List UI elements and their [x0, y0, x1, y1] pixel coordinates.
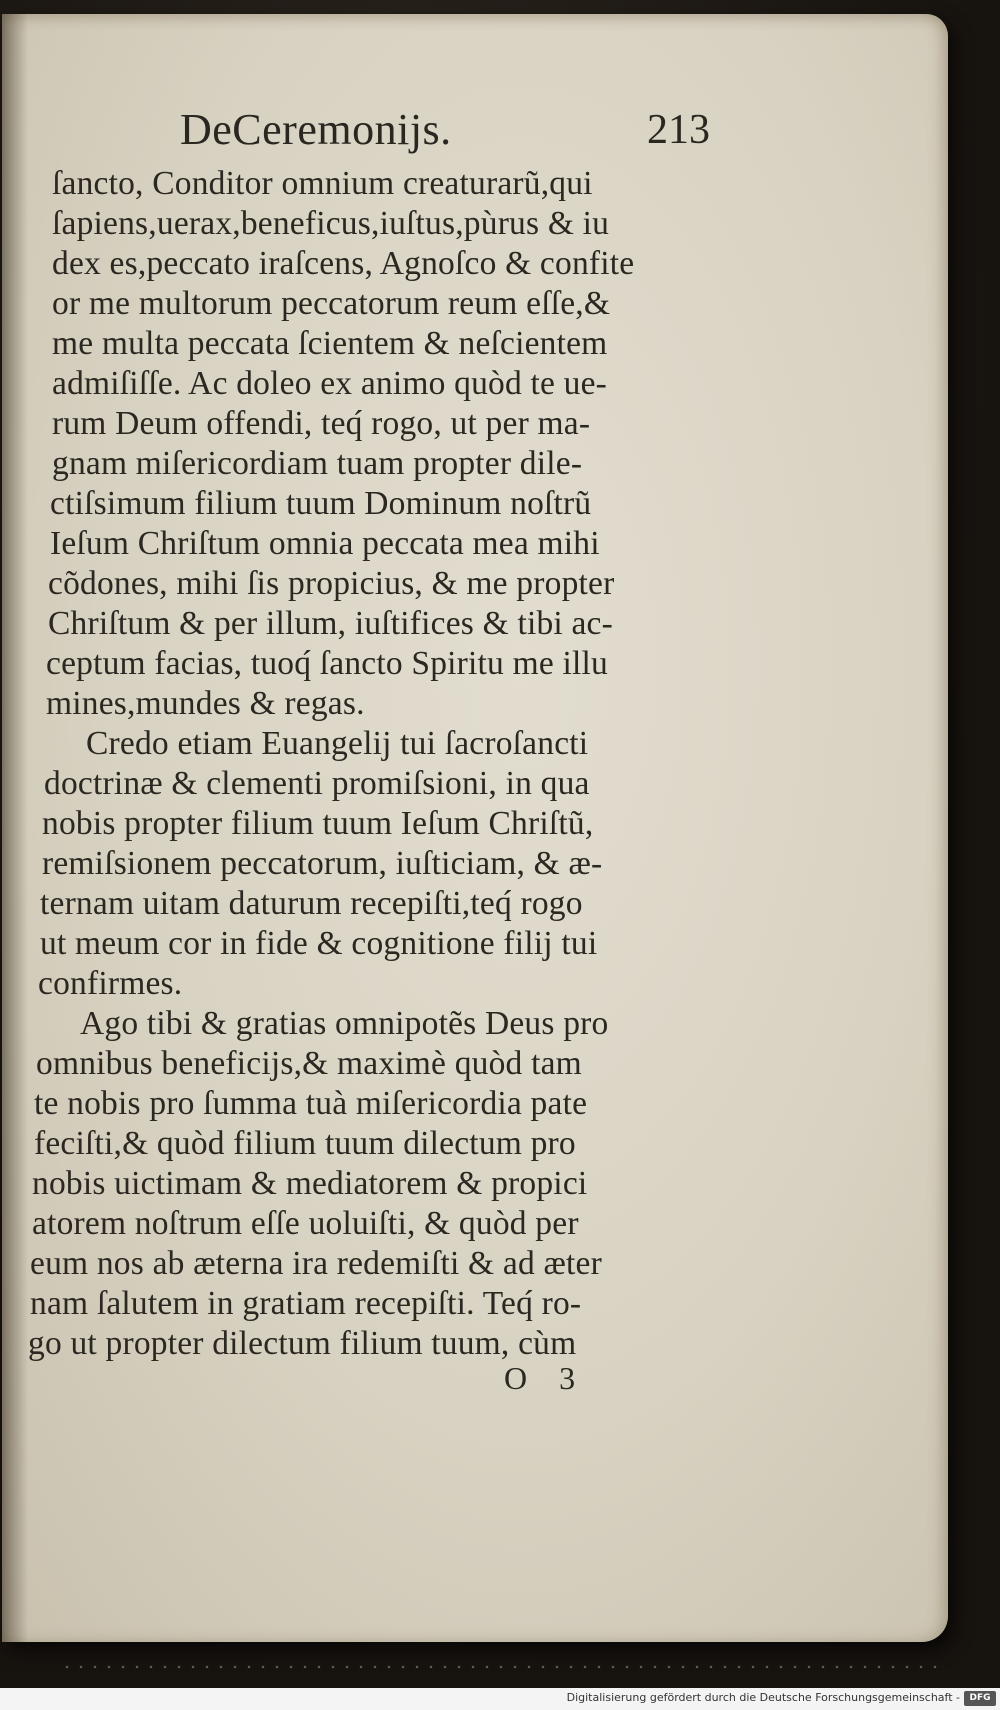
- text-line: feciſti,& quòd filium tuum dilectum pro: [34, 1125, 576, 1162]
- text-line: ceptum facias, tuoq́ ſancto Spiritu me illu: [46, 645, 608, 682]
- footer-bar: [0, 1688, 1000, 1710]
- text-line: ut meum cor in fide & cognitione filij tui: [40, 925, 598, 962]
- footer-credit: Digitalisierung gefördert durch die Deutsche Forschungsgemeinschaft -: [566, 1691, 960, 1704]
- text-line: doctrinæ & clementi promiſsioni, in qua: [44, 765, 590, 802]
- text-line: te nobis pro ſumma tuà miſericordia pate: [34, 1085, 588, 1122]
- text-line: admiſiſſe. Ac doleo ex animo quòd te ue-: [52, 365, 608, 402]
- text-line: Chriſtum & per illum, iuſtifices & tibi ac-: [48, 605, 613, 642]
- paragraph-start-line: Ago tibi & gratias omnipotẽs Deus pro: [80, 1005, 609, 1042]
- text-line: go ut propter dilectum filium tuum, cùm: [28, 1325, 577, 1362]
- text-line: nobis propter filium tuum Ieſum Chriſtũ,: [42, 805, 594, 842]
- text-line: eum nos ab æterna ira redemiſti & ad æter: [30, 1245, 602, 1282]
- text-line: Ieſum Chriſtum omnia peccata mea mihi: [50, 525, 600, 562]
- text-line: gnam miſericordiam tuam propter dile-: [52, 445, 583, 482]
- text-line: ſapiens,uerax,beneficus,iuſtus,pùrus & iu: [52, 205, 610, 242]
- dfg-logo: DFG: [964, 1691, 996, 1706]
- signature-mark: O 3: [504, 1360, 576, 1396]
- text-line: cõdones, mihi ſis propicius, & me propter: [48, 565, 615, 602]
- text-line: rum Deum offendi, teq́ rogo, ut per ma-: [52, 405, 591, 442]
- scan-dot-pattern: [60, 1664, 940, 1670]
- text-line: or me multorum peccatorum reum eſſe,&: [52, 285, 611, 322]
- text-line: omnibus beneficijs,& maximè quòd tam: [36, 1045, 582, 1082]
- text-line: remiſsionem peccatorum, iuſticiam, & æ-: [42, 845, 603, 882]
- text-line: atorem noſtrum eſſe uoluiſti, & quòd per: [32, 1205, 579, 1242]
- text-line: mines,mundes & regas.: [46, 685, 365, 722]
- text-line: dex es,peccato iraſcens, Agnoſco & confite: [52, 245, 635, 282]
- text-line: ctiſsimum filium tuum Dominum noſtrũ: [50, 485, 592, 522]
- paragraph-start-line: Credo etiam Euangelij tui ſacroſancti: [86, 725, 589, 762]
- running-head-title: DeCeremonijs.: [180, 105, 452, 154]
- page-number: 213: [647, 107, 710, 153]
- text-line: confirmes.: [38, 965, 183, 1002]
- text-line: nam ſalutem in gratiam recepiſti. Teq́ ro-: [30, 1285, 582, 1322]
- text-line: ternam uitam daturum recepiſti,teq́ rogo: [40, 885, 583, 922]
- text-line: nobis uictimam & mediatorem & propici: [32, 1165, 588, 1202]
- text-line: me multa peccata ſcientem & neſcientem: [52, 325, 608, 362]
- text-line: ſancto, Conditor omnium creaturarũ,qui: [52, 165, 593, 202]
